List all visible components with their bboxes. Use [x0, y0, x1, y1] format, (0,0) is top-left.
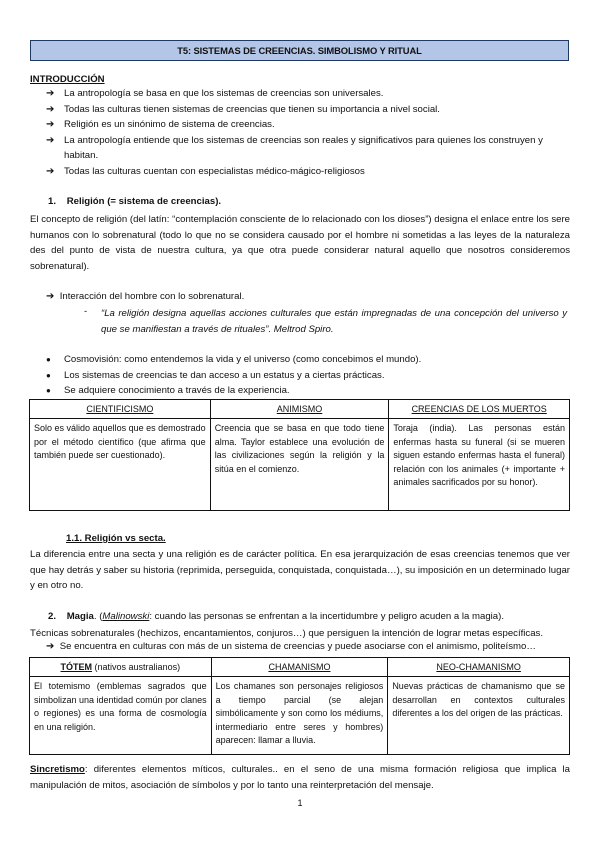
table-cell: Toraja (india). Las personas están enfermas hasta su funeral (si se mueren siguen estando enfermas hasta el funeral) relación con los animales (+ importante + animales sacrificados por su honor).	[389, 419, 570, 511]
sincretismo-term: Sincretismo	[30, 764, 85, 775]
quote-author: Meltrod Spiro.	[273, 323, 334, 335]
intro-heading: INTRODUCCIÓN	[30, 74, 105, 85]
list-item: ● Los sistemas de creencias te dan acceso a un estatus y a ciertas prácticas.	[46, 368, 570, 384]
intro-list	[46, 86, 570, 179]
table-header: CREENCIAS DE LOS MUERTOS	[389, 400, 570, 419]
page-title: T5: SISTEMAS DE CREENCIAS. SIMBOLISMO Y RITUAL	[30, 40, 569, 61]
section1-quote: “La religión designa aquellas acciones culturales que están impregnadas de una concepción del universo y que se manifiestan a través de rituales”. Meltrod Spiro.	[101, 308, 567, 335]
table-cell: Solo es válido aquellos que es demostrado por el método científico (que afirma que también puede ser cuestionado).	[30, 419, 211, 511]
arrow-icon: ➔	[46, 641, 55, 652]
list-item: ● Se adquiere conocimiento a través de la experiencia.	[46, 383, 570, 399]
section11-paragraph: La diferencia entre una secta y una religión es de carácter política. En esa jerarquización de esas creencias tenemos que ver que hay detrás y saber su historia (reprimida, perseguida, conquistada, conquistada…), su imposición en un determinado lugar y en otro no.	[30, 549, 570, 592]
bullet-icon: ●	[46, 386, 51, 395]
beliefs-table	[29, 399, 570, 511]
dash-icon: -	[84, 306, 88, 317]
table-cell: Nuevas prácticas de chamanismo que se desarrollan en contextos culturales diferentes a los del origen de las prácticas.	[388, 677, 570, 755]
table-cell: Los chamanes son personajes religiosos a tiempo parcial (se alejan simbólicamente y son como los médiums, intermediario entre seres y hombres) aparecen: llamar a lluvia.	[211, 677, 388, 755]
list-item: ➔ Todas las culturas cuentan con especialistas médico-mágico-religiosos	[46, 164, 570, 180]
table-header: CHAMANISMO	[211, 658, 388, 677]
section1-arrow-item: ➔ Interacción del hombre con lo sobrenatural.	[46, 291, 245, 302]
list-item: ➔ Religión es un sinónimo de sistema de creencias.	[46, 117, 570, 133]
section1-bullets	[46, 352, 570, 399]
arrow-icon: ➔	[46, 291, 55, 302]
table-header: CIENTIFICISMO	[30, 400, 211, 419]
arrow-icon: ➔	[46, 134, 55, 146]
section1-heading: 1. Religión (= sistema de creencias).	[48, 196, 222, 207]
list-item: ➔ Todas las culturas tienen sistemas de creencias que tienen su importancia a nivel social.	[46, 102, 570, 118]
section2-paragraph: Técnicas sobrenaturales (hechizos, encantamientos, conjuros…) que persiguen la intención de lograr metas específicas.	[30, 628, 544, 639]
table-header: NEO-CHAMANISMO	[388, 658, 570, 677]
arrow-icon: ➔	[46, 119, 55, 130]
page-number: 1	[297, 798, 303, 808]
sincretismo-paragraph: Sincretismo: diferentes elementos míticos, culturales.. en el seno de una misma formación religiosa que implica la manipulación de mitos, asociación de símbolos y por lo tanto una reinterpretación del mensaje.	[30, 764, 570, 791]
arrow-icon: ➔	[46, 165, 55, 177]
section1-paragraph: El concepto de religión (del latín: “contemplación consciente de lo relacionado con los dioses”) designa el enlace entre los sere humanos con lo sobrenatural (todo lo que no se considera causado por el hombre ni sometidas a las leyes de la naturaleza des del punto de vista de nuestra cultura, ya que otra puede considerar natural aquello que nosotros consideremos sobrenatural).	[30, 214, 570, 272]
list-item: ➔ La antropología se basa en que los sistemas de creencias son universales.	[46, 86, 570, 102]
table-header: ANIMISMO	[210, 400, 389, 419]
magic-table	[29, 657, 570, 755]
list-item: ➔ La antropología entiende que los sistemas de creencias son reales y significativos para quienes los construyen y habitan.	[46, 134, 543, 161]
arrow-icon: ➔	[46, 103, 55, 115]
list-item: ● Cosmovisión: como entendemos la vida y el universo (como concebimos el mundo).	[46, 352, 570, 368]
section2-heading: 2. Magia. (Malinowski: cuando las personas se enfrentan a la incertidumbre y peligro acuden a la magia).	[48, 611, 504, 622]
bullet-icon: ●	[46, 355, 51, 364]
section11-heading: 1.1. Religión vs secta.	[66, 533, 166, 544]
section2-arrow-item: ➔ Se encuentra en culturas con más de un sistema de creencias y puede asociarse con el animismo, politeísmo…	[46, 641, 536, 652]
table-cell: El totemismo (emblemas sagrados que simbolizan una identidad común por clanes o regiones) es una forma de cosmología en una religión.	[30, 677, 212, 755]
arrow-icon: ➔	[46, 88, 55, 99]
bullet-icon: ●	[46, 370, 51, 380]
table-header: TÓTEM (nativos australianos)	[30, 658, 212, 677]
table-cell: Creencia que se basa en que todo tiene alma. Taylor establece una evolución de las civilizaciones según la religión y la sitúa en el comienzo.	[210, 419, 389, 511]
author-name: Malinowski	[102, 611, 150, 622]
